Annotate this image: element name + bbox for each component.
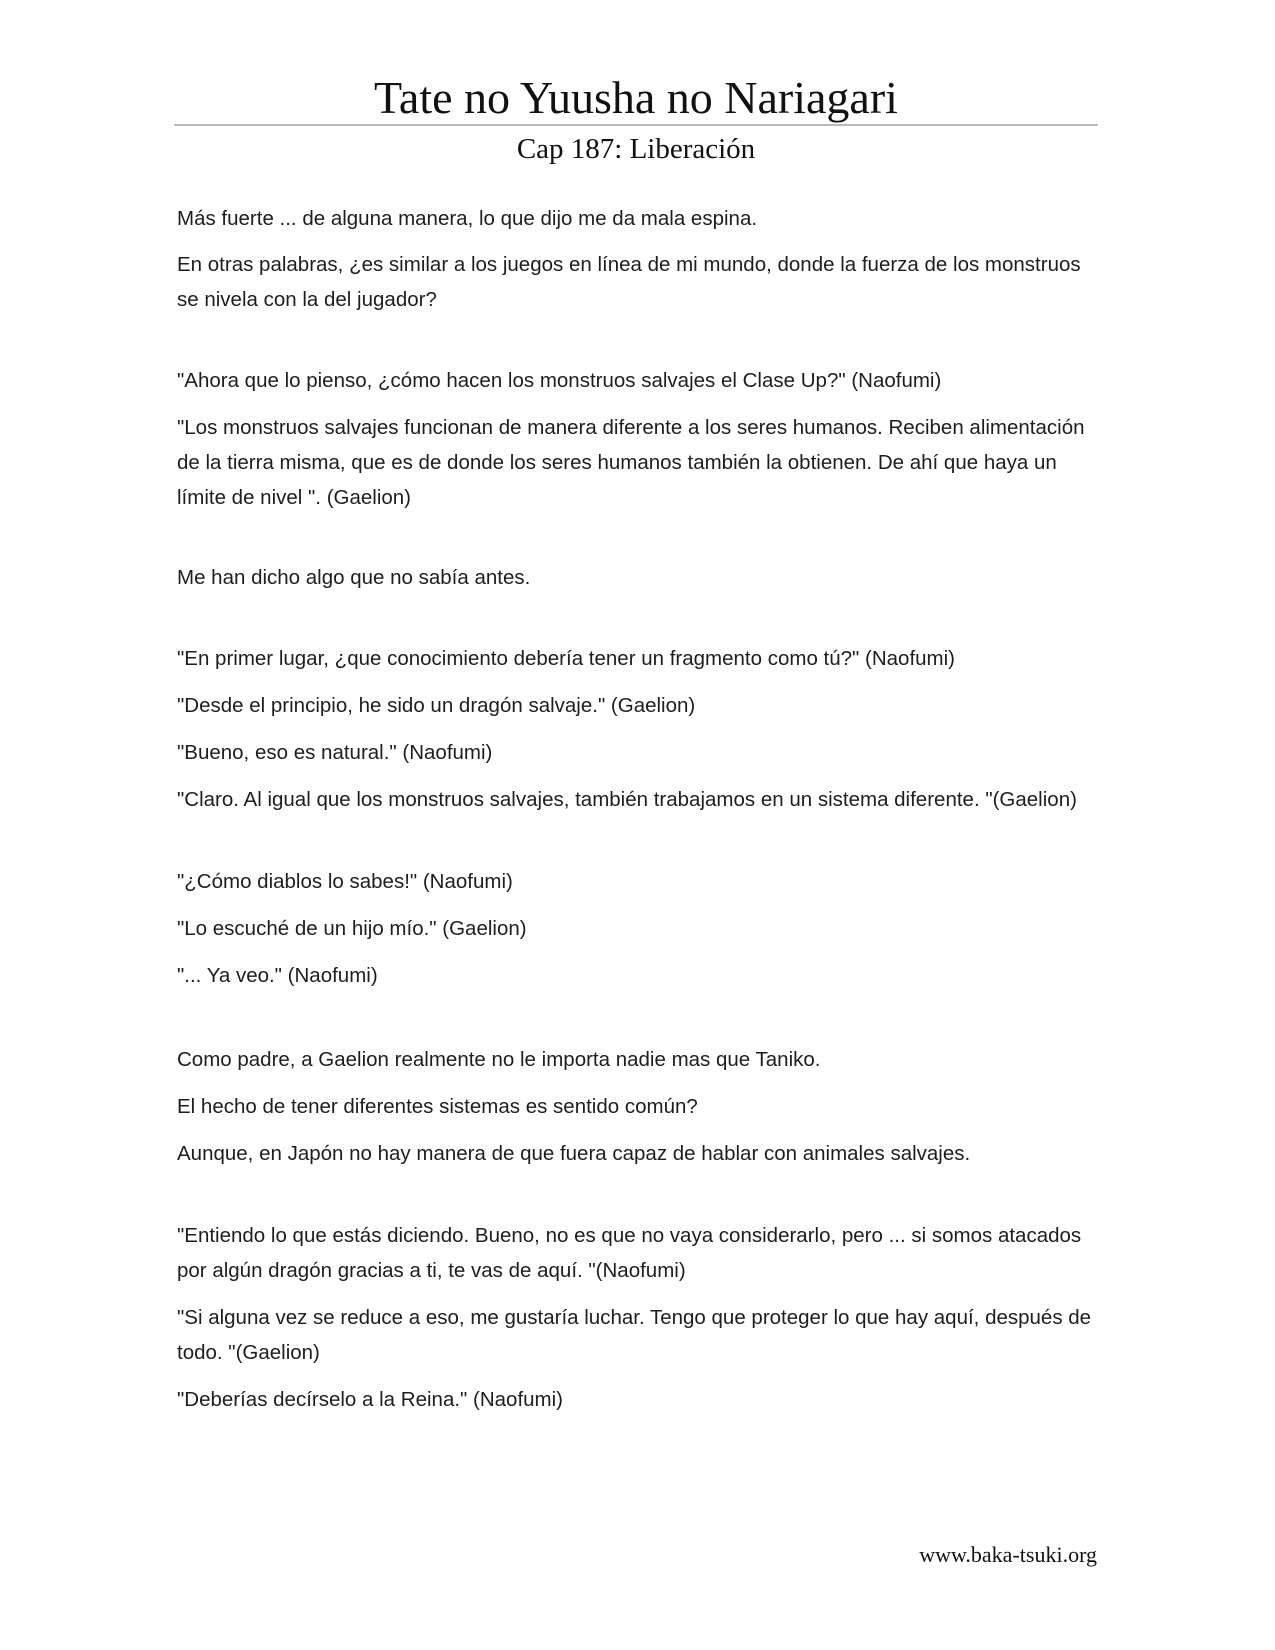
paragraph: El hecho de tener diferentes sistemas es sentido común? [177, 1095, 698, 1118]
paragraph: "Si alguna vez se reduce a eso, me gustaría luchar. Tengo que proteger lo que hay aquí, después de todo. "(Gaelion) [177, 1306, 1092, 1364]
paragraph: "Ahora que lo pienso, ¿cómo hacen los monstruos salvajes el Clase Up?" (Naofumi) [177, 369, 942, 392]
paragraph: "Los monstruos salvajes funcionan de manera diferente a los seres humanos. Reciben alimentación de la tierra misma, que es de donde los seres humanos también la obtienen. De ahí que haya un límite de nivel ". (Gaelion) [177, 416, 1085, 509]
paragraph: Más fuerte ... de alguna manera, lo que dijo me da mala espina. [177, 207, 758, 230]
chapter-heading: Cap 187: Liberación [516, 133, 756, 165]
paragraph: "Bueno, eso es natural." (Naofumi) [177, 741, 493, 764]
title-divider [174, 124, 1098, 126]
paragraph: Me han dicho algo que no sabía antes. [177, 566, 531, 589]
paragraph: Como padre, a Gaelion realmente no le importa nadie mas que Taniko. [177, 1048, 821, 1071]
paragraph: "¿Cómo diablos lo sabes!" (Naofumi) [177, 870, 513, 893]
paragraph: "Desde el principio, he sido un dragón salvaje." (Gaelion) [177, 694, 696, 717]
paragraph: "... Ya veo." (Naofumi) [177, 964, 378, 987]
paragraph: En otras palabras, ¿es similar a los juegos en línea de mi mundo, donde la fuerza de los monstruos se nivela con la del jugador? [177, 253, 1081, 311]
paragraph: Aunque, en Japón no hay manera de que fuera capaz de hablar con animales salvajes. [177, 1142, 971, 1165]
paragraph: "En primer lugar, ¿que conocimiento debería tener un fragmento como tú?" (Naofumi) [177, 647, 955, 670]
footer-website: www.baka-tsuki.org [919, 1542, 1097, 1567]
paragraph: "Claro. Al igual que los monstruos salvajes, también trabajamos en un sistema diferente. "(Gaelion) [177, 788, 1077, 811]
paragraph: "Entiendo lo que estás diciendo. Bueno, no es que no vaya considerarlo, pero ... si somos atacados por algún dragón gracias a ti, te vas de aquí. "(Naofumi) [177, 1224, 1082, 1282]
paragraph: "Lo escuché de un hijo mío." (Gaelion) [177, 917, 527, 940]
document-title: Tate no Yuusha no Nariagari [374, 72, 898, 123]
paragraph: "Deberías decírselo a la Reina." (Naofumi) [177, 1388, 563, 1411]
